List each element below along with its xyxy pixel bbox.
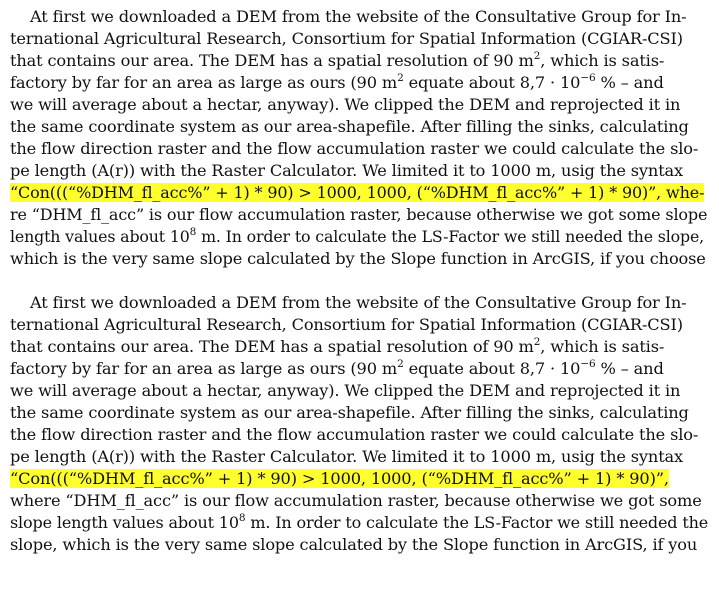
text-line: At first we downloaded a DEM from the website of the Consultative Group for In- bbox=[30, 7, 687, 26]
text-line: we will average about a hectar, anyway). We clipped the DEM and reprojected it in bbox=[10, 381, 681, 400]
highlighted-syntax: “Con(((“%DHM_fl_acc%” + 1) * 90) > 1000, 1000, (“%DHM_fl_acc%” + 1) * 90)”, whe- bbox=[10, 183, 705, 202]
text-line: ternational Agricultural Research, Consortium for Spatial Information (CGIAR-CSI) bbox=[10, 29, 683, 48]
text-line: re “DHM_fl_acc” is our flow accumulation raster, because otherwise we got some slope bbox=[10, 205, 708, 224]
text-line: that contains our area. The DEM has a spatial resolution of 90 $m^2$, which is satis- bbox=[10, 50, 665, 70]
text-line: pe length (A(r)) with the Raster Calculator. We limited it to 1000 m, usig the syntax bbox=[10, 447, 684, 466]
text-line: that contains our area. The DEM has a spatial resolution of 90 $m^2$, which is satis- bbox=[10, 336, 665, 356]
text-line: the same coordinate system as our area-shapefile. After filling the sinks, calculating bbox=[10, 403, 689, 422]
text-line: we will average about a hectar, anyway). We clipped the DEM and reprojected it in bbox=[10, 95, 681, 114]
text-line: At first we downloaded a DEM from the website of the Consultative Group for In- bbox=[30, 293, 687, 312]
text-line: length values about $10^8$ m. In order to calculate the LS-Factor we still needed the slope, bbox=[10, 226, 705, 246]
text-line: where “DHM_fl_acc” is our flow accumulation raster, because otherwise we got some bbox=[10, 491, 702, 510]
text-line: factory by far for an area as large as ours (90 $m^2$ equate about $8,7 \cdot 10^{-6}$ % – and bbox=[10, 358, 664, 378]
text-line: pe length (A(r)) with the Raster Calculator. We limited it to 1000 m, usig the syntax bbox=[10, 161, 684, 180]
text-line: ternational Agricultural Research, Consortium for Spatial Information (CGIAR-CSI) bbox=[10, 315, 683, 334]
text-line: slope, which is the very same slope calculated by the Slope function in ArcGIS, if you bbox=[10, 535, 698, 554]
text-line: the flow direction raster and the flow accumulation raster we could calculate the slo- bbox=[10, 425, 699, 444]
text-line: which is the very same slope calculated by the Slope function in ArcGIS, if you choose bbox=[10, 249, 706, 268]
text-line: slope length values about $10^8$ m. In order to calculate the LS-Factor we still needed the bbox=[10, 512, 709, 532]
text-line bbox=[10, 182, 704, 204]
text-line: factory by far for an area as large as ours (90 $m^2$ equate about $8,7 \cdot 10^{-6}$ % – and bbox=[10, 72, 664, 92]
text-line bbox=[10, 468, 669, 490]
text-line: the flow direction raster and the flow accumulation raster we could calculate the slo- bbox=[10, 139, 699, 158]
highlighted-syntax: “Con(((“%DHM_fl_acc%” + 1) * 90) > 1000, 1000, (“%DHM_fl_acc%” + 1) * 90)”, bbox=[10, 469, 669, 488]
text-line: the same coordinate system as our area-shapefile. After filling the sinks, calculating bbox=[10, 117, 689, 136]
